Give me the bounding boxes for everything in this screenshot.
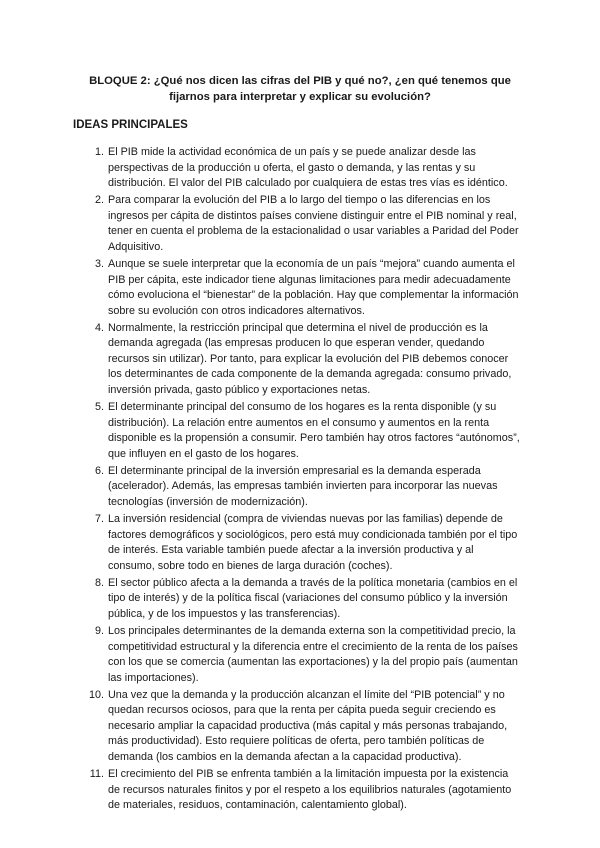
list-item-text: Una vez que la demanda y la producción alcanzan el límite del “PIB potencial” y no quedan recursos ociosos, para que la renta per cápita pueda seguir creciendo es necesario ampliar la capacidad productiva (más capital y más personas trabajando, más productividad). Esto requiere políticas de oferta, pero también políticas de demanda (los cambios en la demanda afectan a la capacidad productiva). — [108, 688, 508, 764]
list-item — [88, 688, 522, 766]
list-item-text: Normalmente, la restricción principal que determina el nivel de producción es la demanda agregada (las empresas producen lo que esperan vender, quedando recursos sin utilizar). Por tanto, para explicar la evolución del PIB debemos conocer los determinantes de cada componente de la demanda agregada: consumo privado, inversión privada, gasto público y exportaciones netas. — [108, 321, 512, 397]
list-item-number: 11. — [89, 768, 104, 781]
list-item — [94, 145, 522, 192]
list-item — [94, 576, 522, 623]
list-item-text: Los principales determinantes de la demanda externa son la competitividad precio, la competitividad estructural y la diferencia entre el crecimiento de la renta de los países con los que se comercia (aumentan las exportaciones) y la del propio país (aumentan las importaciones). — [108, 624, 518, 684]
list-item-number: 8. — [94, 576, 104, 589]
list-item — [94, 624, 522, 686]
list-item-number: 4. — [94, 321, 104, 334]
list-item — [94, 321, 522, 399]
list-item-number: 2. — [94, 194, 104, 207]
list-item-text: El determinante principal de la inversión empresarial es la demanda esperada (acelerador). Además, las empresas también invierten para incorporar las nuevas tecnologías (inversión de modernización). — [108, 464, 498, 509]
list-item — [89, 767, 522, 814]
document-title: BLOQUE 2: ¿Qué nos dicen las cifras del PIB y qué no?, ¿en qué tenemos que fijarnos para interpretar y explicar su evolución? — [89, 75, 511, 103]
list-item — [94, 193, 522, 255]
list-item-text: El determinante principal del consumo de los hogares es la renta disponible (y su distribución). La relación entre aumentos en el consumo y aumentos en la renta disponible es la propensión a consumir. Pero también hay otros factores “autónomos”, que influyen en el gasto de los hogares. — [108, 401, 520, 460]
list-item-number: 9. — [94, 624, 104, 637]
list-item — [94, 257, 522, 319]
list-item-number: 3. — [94, 257, 104, 270]
list-item-text: La inversión residencial (compra de viviendas nuevas por las familias) depende de factores demográficos y sociológicos, pero está muy condicionada también por el tipo de interés. Esta variable también puede afectar a la inversión productiva y al consumo, sobre todo en bienes de larga duración (coches). — [108, 513, 518, 572]
list-item-number: 10. — [88, 688, 104, 701]
list-item — [94, 464, 522, 511]
list-item — [94, 400, 522, 462]
list-item-number: 6. — [94, 464, 104, 477]
ideas-list — [88, 145, 522, 815]
list-item-text: El PIB mide la actividad económica de un país y se puede analizar desde las perspectivas de la producción u oferta, el gasto o demanda, y las rentas y su distribución. El valor del PIB calculado por cualquiera de estas tres vías es idéntico. — [108, 146, 508, 190]
section-heading: IDEAS PRINCIPALES — [73, 119, 188, 131]
list-item-text: El sector público afecta a la demanda a través de la política monetaria (cambios en el tipo de interés) y de la política fiscal (variaciones del consumo público y la inversión pública, y de los impuestos y las transferencias). — [108, 576, 518, 620]
list-item-number: 1. — [94, 146, 104, 158]
list-item-text: El crecimiento del PIB se enfrenta también a la limitación impuesta por la existencia de recursos naturales finitos y por el respeto a los equilibrios naturales (agotamiento de materiales, residuos, contaminación, calentamiento global). — [108, 768, 512, 812]
list-item-text: Para comparar la evolución del PIB a lo largo del tiempo o las diferencias en los ingresos per cápita de distintos países conviene distinguir entre el PIB nominal y real, tener en cuenta el problema de la estacionalidad o usar variables a Paridad del Poder Adquisitivo. — [108, 194, 519, 253]
list-item-text: Aunque se suele interpretar que la economía de un país “mejora” cuando aumenta el PIB per cápita, este indicador tiene algunas limitaciones para medir adecuadamente cómo evoluciona el “bienestar” de la población. Hay que complementar la información sobre su evolución con otros indicadores alternativos. — [108, 257, 519, 317]
list-item-number: 5. — [94, 401, 104, 414]
list-item-number: 7. — [94, 513, 104, 525]
list-item — [94, 512, 522, 574]
